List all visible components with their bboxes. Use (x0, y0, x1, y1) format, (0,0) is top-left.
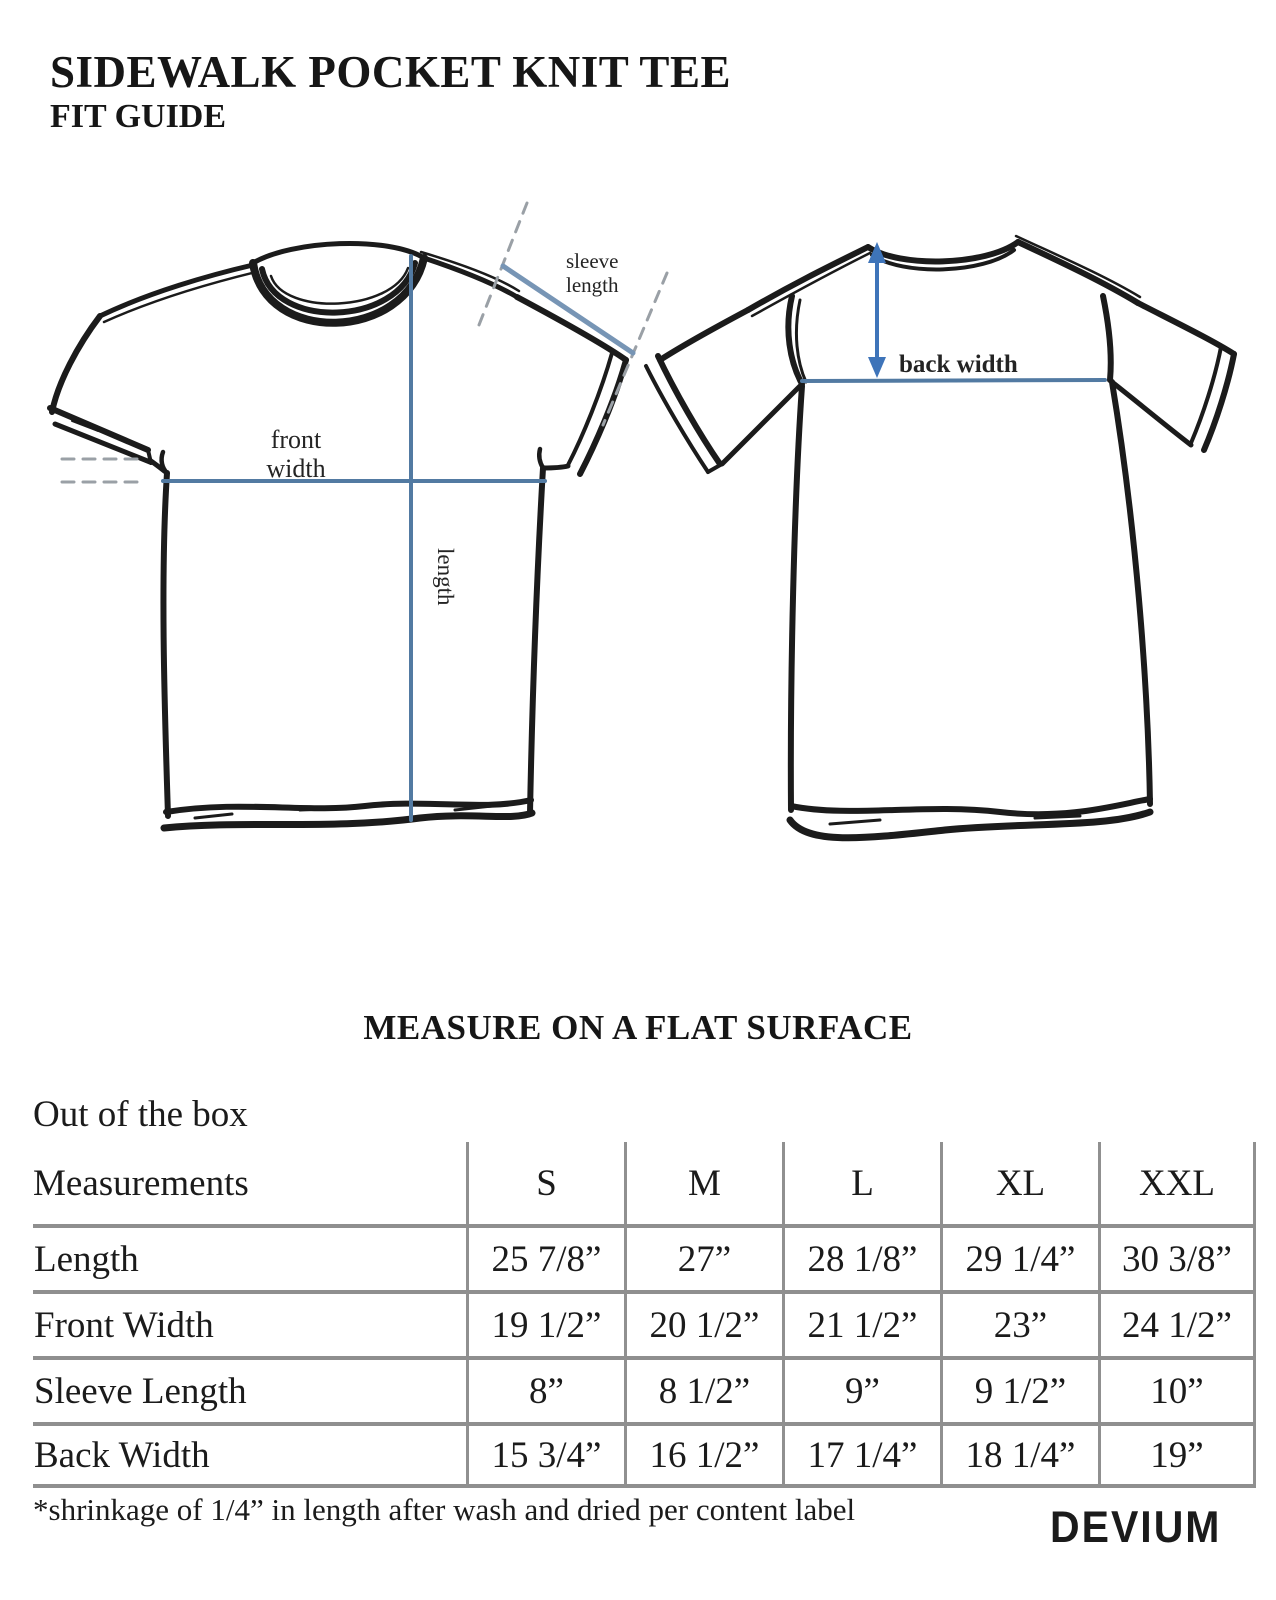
spacer (466, 1096, 624, 1142)
spacer (1098, 1096, 1256, 1142)
table-corner-line2: Measurements (33, 1162, 249, 1204)
table-cell: 8” (466, 1356, 624, 1422)
table-corner-line1: Out of the box (33, 1094, 248, 1135)
table-cell: 19 1/2” (466, 1290, 624, 1356)
spacer (782, 1096, 940, 1142)
row-label-length: Length (33, 1224, 466, 1290)
table-cell: 30 3/8” (1098, 1224, 1256, 1290)
table-cell: 28 1/8” (782, 1224, 940, 1290)
brand-logo: DEVIUM (1050, 1502, 1222, 1552)
table-cell: 18 1/4” (940, 1422, 1098, 1488)
length-label: length (433, 548, 458, 606)
column-header-s: S (466, 1142, 624, 1224)
table-cell: 16 1/2” (624, 1422, 782, 1488)
row-label-front-width: Front Width (33, 1290, 466, 1356)
column-header-xxl: XXL (1098, 1142, 1256, 1224)
page-title: SIDEWALK POCKET KNIT TEE (50, 47, 731, 97)
sleeve-length-label-line2: length (566, 273, 619, 297)
sleeve-length-label-line1: sleeve (566, 249, 619, 273)
table-cell: 24 1/2” (1098, 1290, 1256, 1356)
column-header-xl: XL (940, 1142, 1098, 1224)
table-cell: 17 1/4” (782, 1422, 940, 1488)
section-heading: MEASURE ON A FLAT SURFACE (363, 1008, 913, 1047)
table-cell: 27” (624, 1224, 782, 1290)
front-tee-drawing (50, 243, 626, 828)
front-width-label-line2: width (266, 454, 326, 483)
table-cell: 20 1/2” (624, 1290, 782, 1356)
measurements-table (33, 1096, 1256, 1488)
table-cell: 8 1/2” (624, 1356, 782, 1422)
spacer (624, 1096, 782, 1142)
back-tee-drawing (646, 236, 1234, 838)
table-cell: 15 3/4” (466, 1422, 624, 1488)
spacer (940, 1096, 1098, 1142)
table-cell: 9 1/2” (940, 1356, 1098, 1422)
table-cell: 9” (782, 1356, 940, 1422)
column-header-m: M (624, 1142, 782, 1224)
column-header-l: L (782, 1142, 940, 1224)
shrinkage-footnote: *shrinkage of 1/4” in length after wash and dried per content label (33, 1492, 856, 1527)
table-cell: 19” (1098, 1422, 1256, 1488)
back-width-label: back width (899, 351, 1018, 378)
table-cell: 21 1/2” (782, 1290, 940, 1356)
page-subtitle: FIT GUIDE (50, 97, 227, 135)
table-cell: 10” (1098, 1356, 1256, 1422)
front-width-label-line1: front (270, 425, 322, 454)
table-cell: 25 7/8” (466, 1224, 624, 1290)
row-label-back-width: Back Width (33, 1422, 466, 1488)
row-label-sleeve-length: Sleeve Length (33, 1356, 466, 1422)
table-cell: 29 1/4” (940, 1224, 1098, 1290)
table-cell: 23” (940, 1290, 1098, 1356)
